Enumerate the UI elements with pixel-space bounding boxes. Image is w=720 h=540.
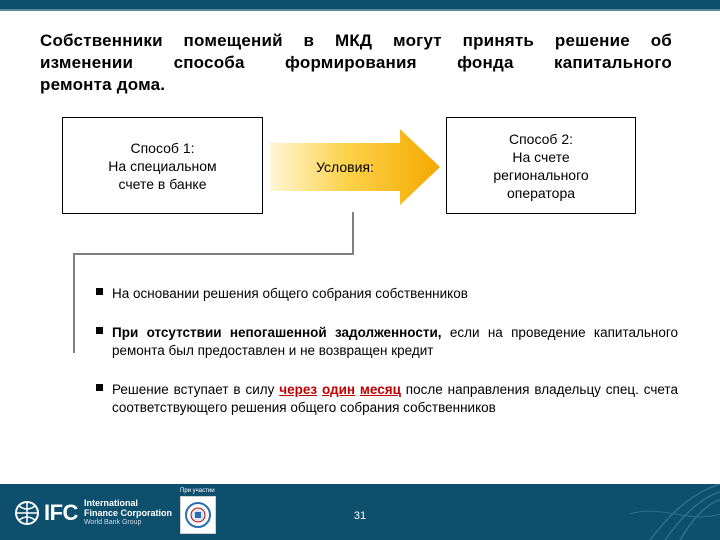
title-line-2: изменении способа формирования фонда капитального	[40, 53, 672, 72]
partner-emblem-icon	[180, 496, 216, 534]
method-2-line: На счете	[512, 148, 570, 165]
method-1-heading: Способ 1:	[130, 139, 195, 156]
ifc-globe-icon	[14, 500, 40, 526]
partner-block	[180, 488, 216, 534]
list-item: На основании решения общего собрания собственников	[96, 285, 678, 303]
title-line-3: ремонта дома.	[40, 75, 166, 94]
list-item: При отсутствии непогашенной задолженности, если на проведение капитального ремонта был предоставлен и не возвращен кредит	[96, 324, 678, 360]
method-2-heading: Способ 2:	[508, 130, 573, 147]
bullet-icon	[96, 384, 103, 391]
method-1-line: На специальном	[108, 157, 217, 174]
slide-title	[40, 30, 672, 96]
method-2-line: оператора	[506, 184, 576, 201]
connector-bracket	[73, 253, 75, 353]
highlight-text: один	[321, 382, 356, 397]
method-1-box	[62, 117, 263, 214]
ifc-org-name: International Finance Corporation World Bank Group	[83, 498, 172, 526]
highlight-text: через	[279, 382, 318, 397]
ifc-logo-text: IFC	[44, 500, 78, 525]
partner-label: При участии	[180, 488, 215, 494]
method-1-line: счете в банке	[118, 175, 207, 192]
decorative-lines-icon	[630, 484, 720, 540]
connector-vertical	[352, 212, 354, 254]
title-line-1: Собственники помещений в МКД могут принять решение об	[40, 31, 672, 50]
list-item: Решение вступает в силу через один месяц после направления владельцу спец. счета соответствующего решения общего собрания собственников	[96, 381, 678, 417]
header-rule	[0, 9, 720, 11]
method-2-line: регионального	[493, 166, 589, 183]
bullet-icon	[96, 288, 103, 295]
page-number: 31	[353, 510, 367, 522]
conditions-arrow	[270, 129, 440, 205]
highlight-text: месяц	[359, 382, 401, 397]
connector-horizontal	[73, 253, 354, 255]
header-bar	[0, 0, 720, 9]
ifc-logo	[14, 498, 172, 528]
arrow-label: Условия:	[316, 159, 374, 175]
bullet-icon	[96, 327, 103, 334]
method-2-box	[446, 117, 636, 214]
